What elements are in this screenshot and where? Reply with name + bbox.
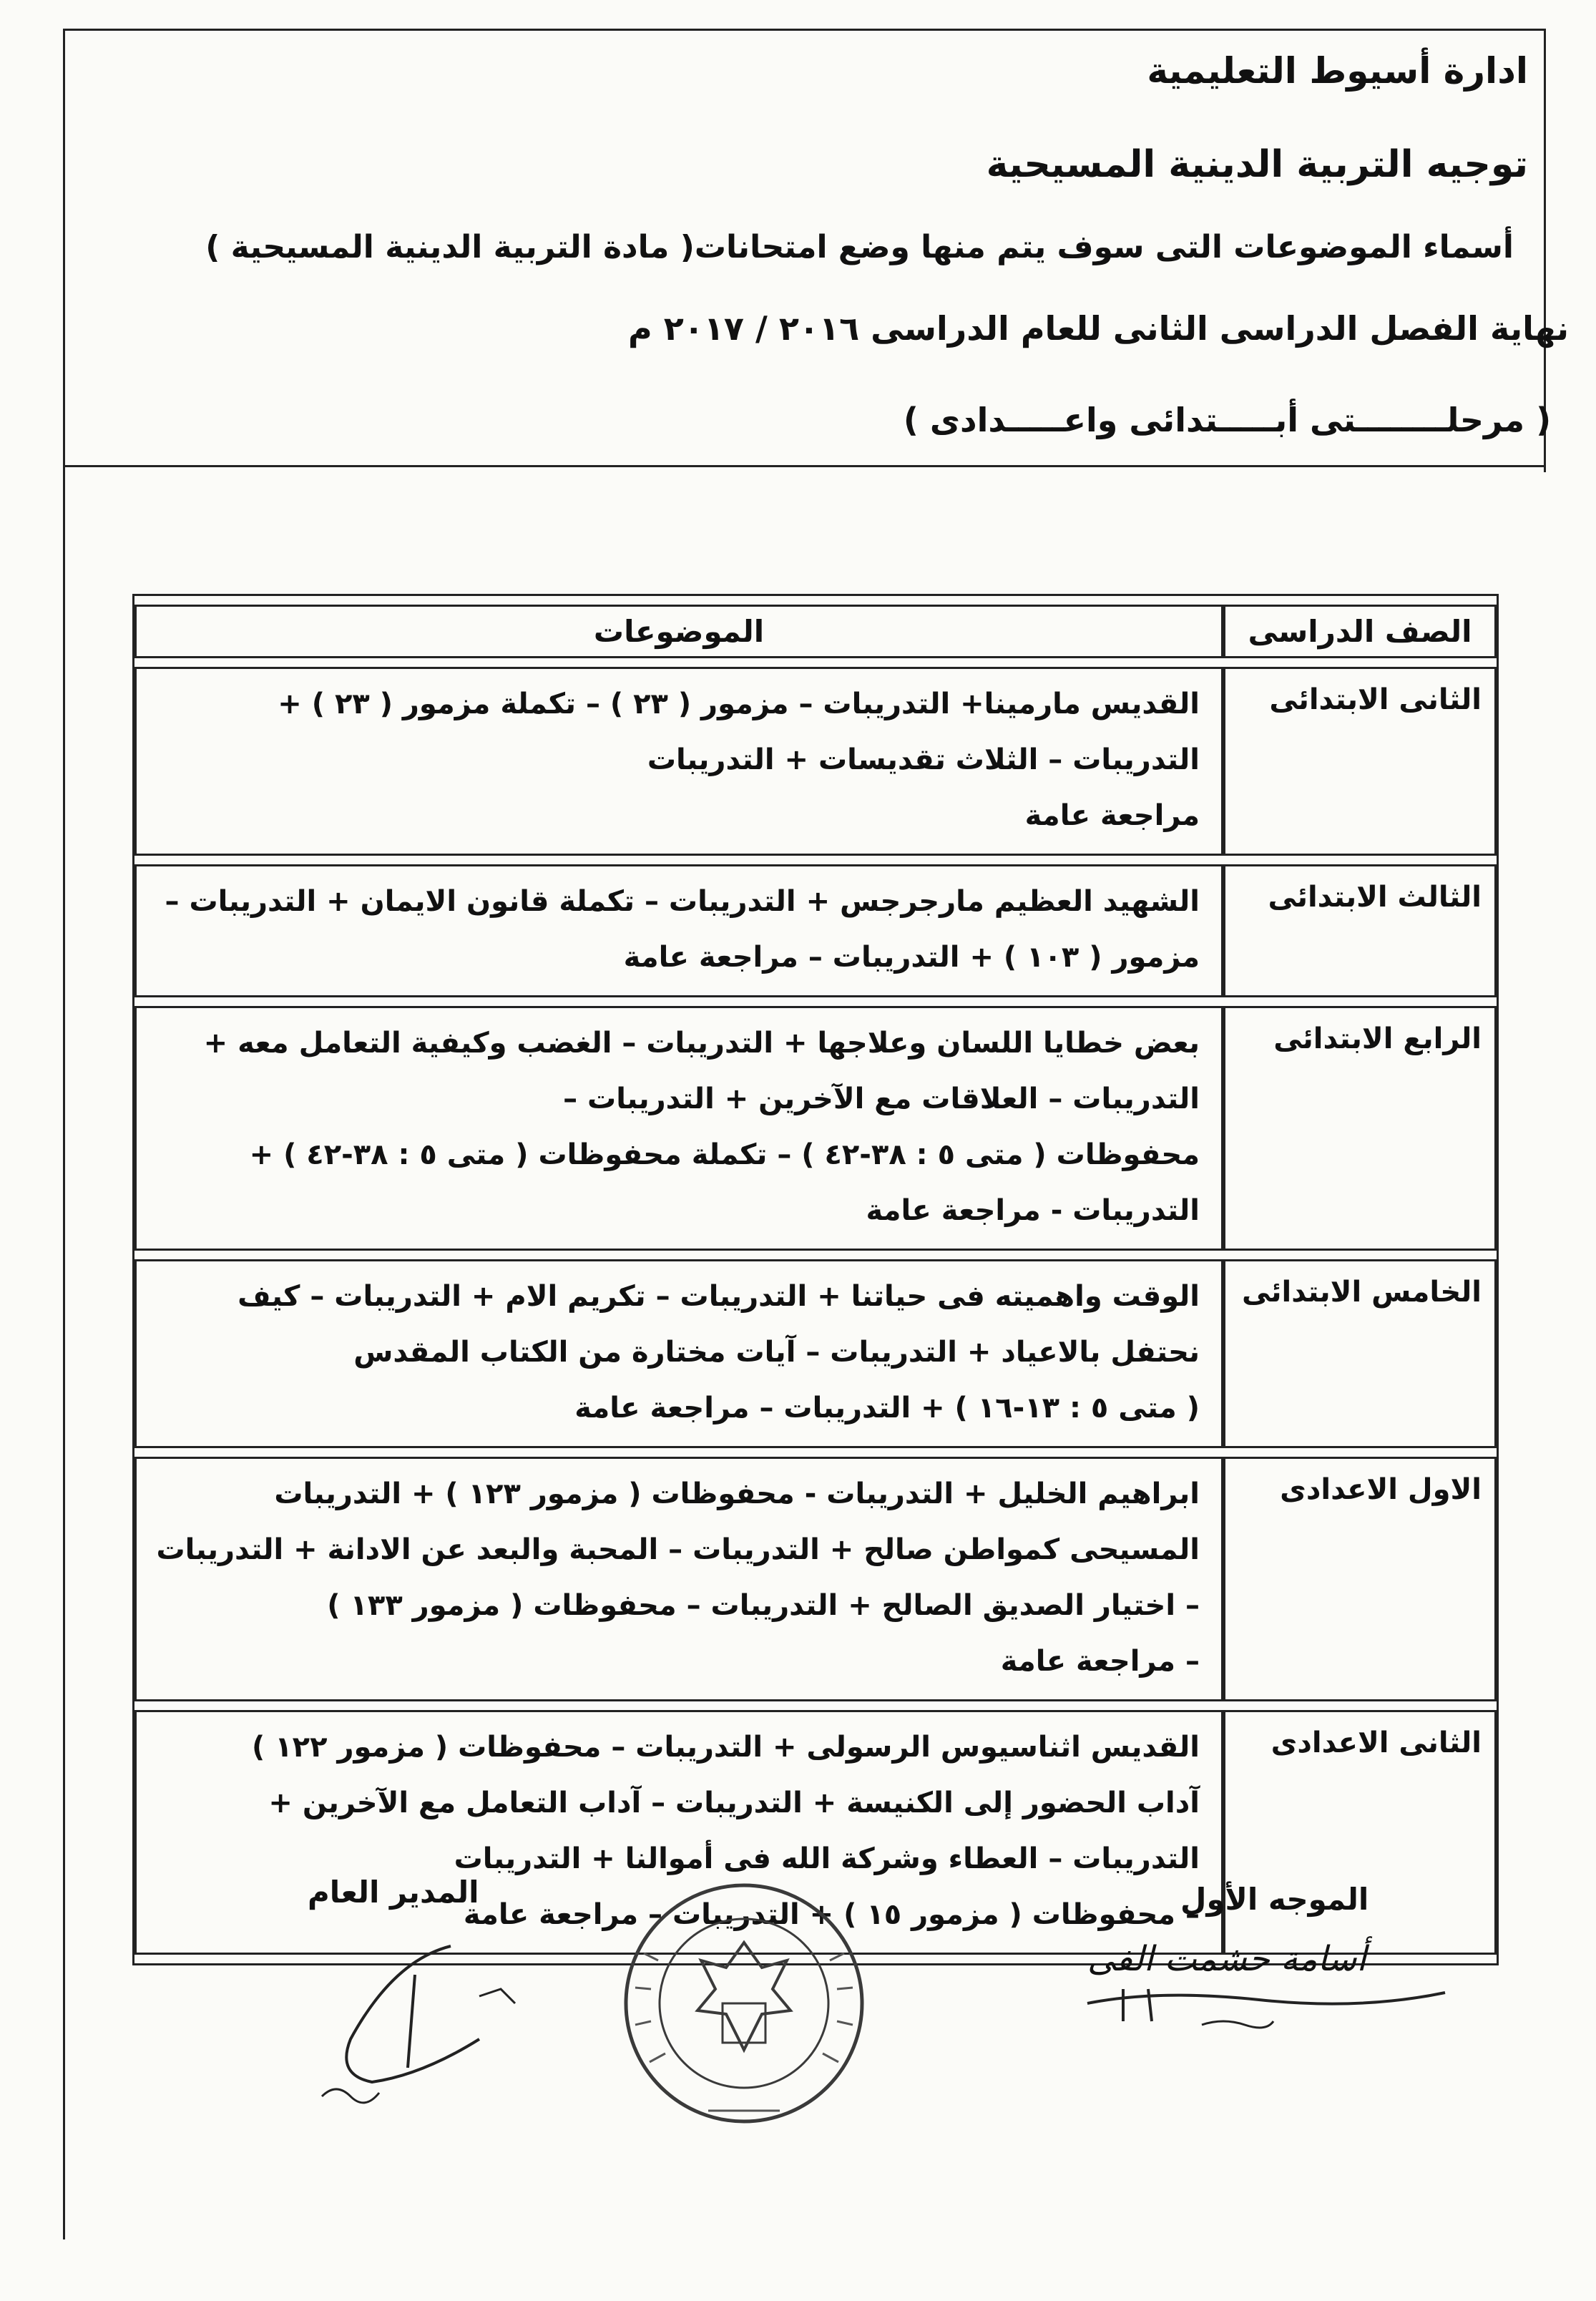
- document-subtitle-3: ( مرحلــــــــتى أبـــــتدائى واعـــــدادى ): [903, 401, 1552, 439]
- grade-cell: الرابع الابتدائى: [1223, 1006, 1497, 1251]
- topics-table: [132, 594, 1499, 1965]
- topic-line: القديس اثناسيوس الرسولى + التدريبات – محفوظات ( مزمور ١٢٢ ): [252, 1731, 1200, 1764]
- topic-line: مراجعة عامة: [1024, 799, 1200, 832]
- topic-line: بعض خطايا اللسان وعلاجها + التدريبات – الغضب وكيفية التعامل معه +: [203, 1027, 1200, 1060]
- document-subtitle-1: أسماء الموضوعات التى سوف يتم منها وضع امتحانات( مادة التربية الدينية المسيحية ): [205, 229, 1514, 265]
- general-manager-title: المدير العام: [308, 1875, 479, 1910]
- document-subtitle-2: نهاية الفصل الدراسى الثانى للعام الدراسى ٢٠١٦ / ٢٠١٧ م: [627, 309, 1570, 348]
- topic-line: ابراهيم الخليل + التدريبات - محفوظات ( مزمور ١٢٣ ) + التدريبات: [274, 1477, 1200, 1510]
- topics-column-header: الموضوعات: [134, 605, 1223, 658]
- table-header-row: [134, 605, 1497, 658]
- topic-line: الوقت واهميته فى حياتنا + التدريبات – تكريم الام + التدريبات – كيف: [238, 1280, 1200, 1313]
- grade-cell: الثانى الابتدائى: [1223, 667, 1497, 856]
- topic-line: – محفوظات ( مزمور ١٥ ) + التدريبات – مراجعة عامة: [463, 1898, 1200, 1931]
- topics-cell: [134, 1457, 1223, 1701]
- grade-cell: الثانى الاعدادى: [1223, 1710, 1497, 1955]
- topic-line: آداب الحضور إلى الكنيسة + التدريبات – آداب التعامل مع الآخرين +: [268, 1787, 1200, 1819]
- table-row: [134, 1457, 1497, 1701]
- topic-line: التدريبات – الثلاث تقديسات + التدريبات: [647, 743, 1200, 776]
- topic-line: التدريبات - مراجعة عامة: [866, 1194, 1200, 1227]
- topic-line: – مراجعة عامة: [1000, 1645, 1200, 1678]
- topics-cell: [134, 667, 1223, 856]
- topics-cell: [134, 1259, 1223, 1448]
- topic-line: التدريبات – العلاقات مع الآخرين + التدريبات –: [563, 1083, 1200, 1115]
- grade-cell: الثالث الابتدائى: [1223, 864, 1497, 997]
- topic-line: المسيحى كمواطن صالح + التدريبات – المحبة والبعد عن الادانة + التدريبات: [156, 1533, 1200, 1566]
- general-manager-signature: [308, 1932, 537, 2118]
- frame-left-border: [63, 29, 65, 2239]
- supervisor-signature: [1073, 1960, 1474, 2039]
- administration-name: ادارة أسيوط التعليمية: [1147, 50, 1528, 92]
- topics-cell: [134, 1006, 1223, 1251]
- topic-line: الشهيد العظيم مارجرجس + التدريبات – تكملة قانون الايمان + التدريبات –: [165, 885, 1200, 918]
- table-row: [134, 864, 1497, 997]
- header-divider: [63, 465, 1544, 467]
- supervisor-signature-name: أسامة حشمت الفى: [1087, 1939, 1366, 1979]
- topic-line: التدريبات – العطاء وشركة الله فى أموالنا + التدريبات: [454, 1842, 1200, 1875]
- table-row: [134, 1259, 1497, 1448]
- supervisor-title: الموجه الأول: [1180, 1882, 1369, 1917]
- grade-cell: الخامس الابتدائى: [1223, 1259, 1497, 1448]
- frame-top-border: [63, 29, 1544, 31]
- topic-line: ( متى ٥ : ١٣-١٦ ) + التدريبات – مراجعة عامة: [574, 1392, 1200, 1425]
- grade-cell: الاول الاعدادى: [1223, 1457, 1497, 1701]
- official-stamp: [615, 1875, 873, 2132]
- topic-line: القديس مارمينا+ التدريبات – مزمور ( ٢٣ ) – تكملة مزمور ( ٢٣ ) +: [278, 688, 1200, 720]
- topic-line: – اختيار الصديق الصالح + التدريبات – محفوظات ( مزمور ١٣٣ ): [327, 1589, 1200, 1622]
- topic-line: نحتفل بالاعياد + التدريبات – آيات مختارة من الكتاب المقدس: [353, 1336, 1200, 1369]
- table-row: [134, 667, 1497, 856]
- department-name: توجيه التربية الدينية المسيحية: [986, 143, 1528, 186]
- topic-line: مزمور ( ١٠٣ ) + التدريبات – مراجعة عامة: [623, 941, 1200, 974]
- topic-line: محفوظات ( متى ٥ : ٣٨-٤٢ ) – تكملة محفوظات ( متى ٥ : ٣٨-٤٢ ) +: [249, 1138, 1200, 1171]
- table-row: [134, 1006, 1497, 1251]
- grade-column-header: الصف الدراسى: [1223, 605, 1497, 658]
- topics-cell: [134, 864, 1223, 997]
